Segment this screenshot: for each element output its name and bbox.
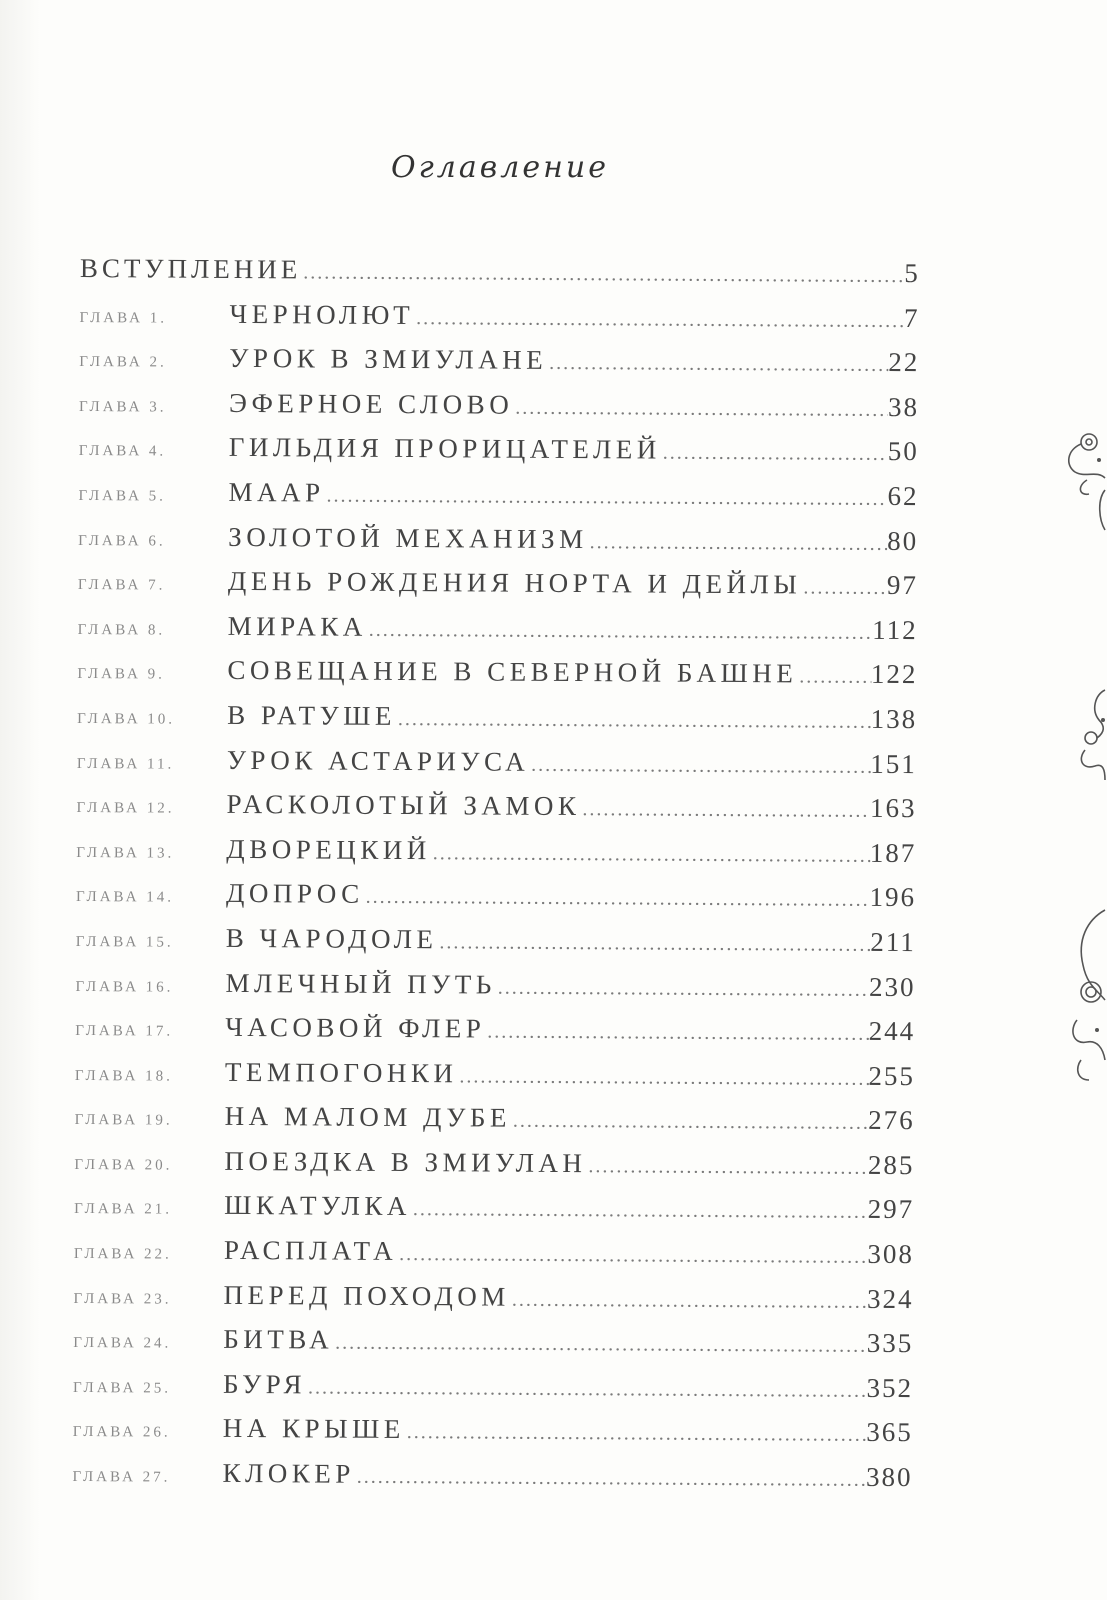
page-number: 38 — [887, 391, 920, 422]
page-number: 112 — [872, 614, 918, 645]
toc-entry — [79, 382, 919, 432]
chapter-number: ГЛАВА 6. — [78, 532, 166, 550]
dot-leader — [414, 298, 904, 341]
chapter-title: МИРАКА — [227, 610, 367, 642]
dot-leader — [306, 1367, 867, 1410]
chapter-number: ГЛАВА 16. — [75, 978, 174, 996]
toc-entry — [73, 1407, 913, 1457]
chapter-title: ЗОЛОТОЙ МЕХАНИЗМ — [228, 521, 588, 554]
page-number: 297 — [867, 1194, 915, 1225]
page-number: 122 — [870, 659, 918, 690]
chapter-title: БИТВА — [223, 1324, 334, 1355]
table-of-contents — [72, 248, 920, 1502]
toc-entry — [78, 471, 918, 521]
toc-entry — [79, 337, 919, 387]
floral-flourish-icon — [1047, 420, 1107, 1120]
dot-leader — [333, 1323, 867, 1366]
chapter-title: УРОК В ЗМИУЛАНЕ — [229, 343, 548, 376]
chapter-number: ГЛАВА 17. — [75, 1023, 174, 1040]
toc-entry — [78, 516, 918, 566]
toc-entry — [73, 1274, 913, 1324]
page-number: 62 — [887, 480, 919, 512]
page-number: 138 — [870, 703, 918, 735]
toc-entry — [72, 1452, 912, 1502]
chapter-title: МААР — [228, 476, 325, 508]
chapter-title: ТЕМПОГОНКИ — [224, 1056, 458, 1089]
chapter-number: ГЛАВА 27. — [72, 1469, 171, 1486]
chapter-number: ГЛАВА 24. — [73, 1335, 172, 1352]
toc-entry — [78, 605, 918, 655]
dot-leader — [580, 789, 870, 831]
chapter-number: ГЛАВА 4. — [78, 443, 167, 460]
chapter-title: В РАТУШЕ — [227, 699, 397, 731]
dot-leader — [529, 744, 870, 786]
dot-leader — [661, 433, 888, 474]
chapter-title: В ЧАРОДОЛЕ — [225, 922, 438, 955]
chapter-number: ГЛАВА 21. — [74, 1201, 173, 1219]
toc-entry — [77, 694, 917, 744]
dot-leader — [511, 1101, 869, 1143]
chapter-number: ГЛАВА 8. — [77, 621, 166, 639]
dot-leader — [367, 610, 873, 653]
page-number: 196 — [869, 882, 917, 913]
page-number: 324 — [867, 1283, 914, 1314]
dot-leader — [397, 1234, 867, 1277]
chapter-title: РАСПЛАТА — [223, 1234, 398, 1267]
chapter-number: ГЛАВА 14. — [75, 889, 175, 906]
dot-leader — [797, 657, 871, 697]
dot-leader — [301, 252, 904, 296]
chapter-title: МЛЕЧНЫЙ ПУТЬ — [225, 967, 496, 1000]
page-number: 187 — [869, 837, 917, 868]
dot-leader — [496, 967, 869, 1009]
chapter-title: ПЕРЕД ПОХОДОМ — [223, 1279, 510, 1312]
chapter-number: ГЛАВА 18. — [74, 1067, 173, 1085]
toc-entry — [75, 1051, 915, 1101]
page-number: 276 — [868, 1105, 915, 1136]
dot-leader — [437, 922, 870, 965]
chapter-number: ГЛАВА 26. — [72, 1424, 171, 1442]
toc-entry — [74, 1140, 914, 1190]
chapter-title: ПОЕЗДКА В ЗМИУЛАН — [224, 1145, 587, 1178]
page-number: 335 — [866, 1328, 914, 1359]
chapter-title: ЧАСОВОЙ ФЛЕР — [225, 1011, 486, 1044]
dot-leader — [431, 833, 870, 876]
chapter-number: ГЛАВА 7. — [77, 577, 166, 594]
toc-entry — [74, 1184, 914, 1234]
page-number: 97 — [886, 570, 919, 601]
dot-leader — [513, 387, 888, 429]
chapter-number: ГЛАВА 20. — [74, 1156, 173, 1174]
dot-leader — [411, 1190, 868, 1233]
chapter-title: ВСТУПЛЕНИЕ — [79, 252, 302, 285]
page-number: 163 — [870, 792, 917, 824]
toc-entry — [77, 649, 917, 699]
chapter-title: ЧЕРНОЛЮТ — [229, 298, 415, 330]
toc-entry — [75, 1006, 915, 1056]
page-number: 80 — [887, 525, 919, 556]
toc-entry — [76, 783, 916, 833]
page-number: 352 — [866, 1372, 914, 1403]
page-number: 5 — [904, 258, 920, 289]
chapter-number: ГЛАВА 15. — [75, 933, 174, 951]
chapter-title: ДОПРОС — [225, 878, 364, 910]
toc-entry — [76, 828, 916, 878]
dot-leader — [324, 475, 887, 518]
page-number: 285 — [867, 1149, 915, 1180]
toc-entry — [79, 293, 919, 343]
dot-leader — [587, 522, 887, 564]
page-title: Оглавление — [391, 150, 609, 185]
toc-entry — [76, 872, 916, 922]
chapter-title: НА КРЫШЕ — [222, 1413, 405, 1445]
toc-entry — [75, 961, 915, 1011]
dot-leader — [485, 1012, 869, 1054]
page-number: 7 — [903, 302, 920, 333]
chapter-number: ГЛАВА 25. — [72, 1379, 172, 1397]
chapter-number: ГЛАВА 11. — [76, 755, 175, 773]
page-number: 151 — [870, 748, 917, 779]
chapter-number: ГЛАВА 9. — [77, 666, 165, 683]
toc-entry — [76, 917, 916, 967]
dot-leader — [364, 877, 870, 920]
chapter-title: БУРЯ — [222, 1368, 307, 1400]
toc-entry — [73, 1363, 913, 1413]
chapter-title: НА МАЛОМ ДУБЕ — [224, 1101, 511, 1133]
dot-leader — [547, 343, 888, 385]
chapter-title: ДВОРЕЦКИЙ — [226, 833, 431, 865]
page-number: 244 — [868, 1015, 916, 1047]
chapter-number: ГЛАВА 3. — [78, 398, 167, 416]
page-number: 211 — [870, 926, 916, 958]
dot-leader — [510, 1279, 867, 1321]
toc-entry — [80, 248, 920, 298]
chapter-title: КЛОКЕР — [222, 1457, 355, 1489]
dot-leader — [405, 1412, 867, 1455]
dot-leader — [355, 1457, 866, 1500]
dot-leader — [457, 1056, 868, 1099]
dot-leader — [586, 1146, 868, 1188]
chapter-title: ГИЛЬДИЯ ПРОРИЦАТЕЛЕЙ — [228, 432, 661, 465]
page-number: 255 — [868, 1060, 916, 1091]
chapter-title: ЭФЕРНОЕ СЛОВО — [228, 387, 514, 420]
toc-entry — [78, 560, 918, 610]
page-number: 365 — [866, 1417, 913, 1448]
chapter-number: ГЛАВА 1. — [79, 309, 168, 327]
chapter-title: ШКАТУЛКА — [224, 1190, 412, 1222]
page-number: 50 — [887, 436, 919, 467]
toc-entry — [75, 1095, 915, 1145]
chapter-number: ГЛАВА 12. — [76, 800, 175, 817]
chapter-title: УРОК АСТАРИУСА — [226, 744, 530, 777]
chapter-number: ГЛАВА 5. — [78, 487, 166, 505]
dot-leader — [396, 699, 871, 742]
toc-entry — [74, 1229, 914, 1279]
page-number: 380 — [865, 1461, 913, 1493]
chapter-number: ГЛАВА 23. — [73, 1290, 172, 1308]
chapter-number: ГЛАВА 22. — [73, 1246, 172, 1263]
page-number: 230 — [868, 971, 916, 1002]
dot-leader — [801, 568, 887, 609]
chapter-number: ГЛАВА 13. — [76, 844, 175, 862]
page-number: 308 — [867, 1238, 914, 1270]
page-number: 22 — [888, 347, 920, 378]
chapter-title: ДЕНЬ РОЖДЕНИЯ НОРТА И ДЕЙЛЫ — [227, 566, 802, 600]
toc-entry — [79, 426, 919, 476]
toc-entry — [73, 1318, 913, 1368]
chapter-number: ГЛАВА 19. — [74, 1112, 173, 1129]
chapter-number: ГЛАВА 2. — [79, 354, 167, 371]
toc-entry — [77, 739, 917, 789]
chapter-title: СОВЕЩАНИЕ В СЕВЕРНОЙ БАШНЕ — [227, 655, 798, 689]
chapter-title: РАСКОЛОТЫЙ ЗАМОК — [226, 789, 581, 822]
chapter-number: ГЛАВА 10. — [77, 710, 176, 728]
